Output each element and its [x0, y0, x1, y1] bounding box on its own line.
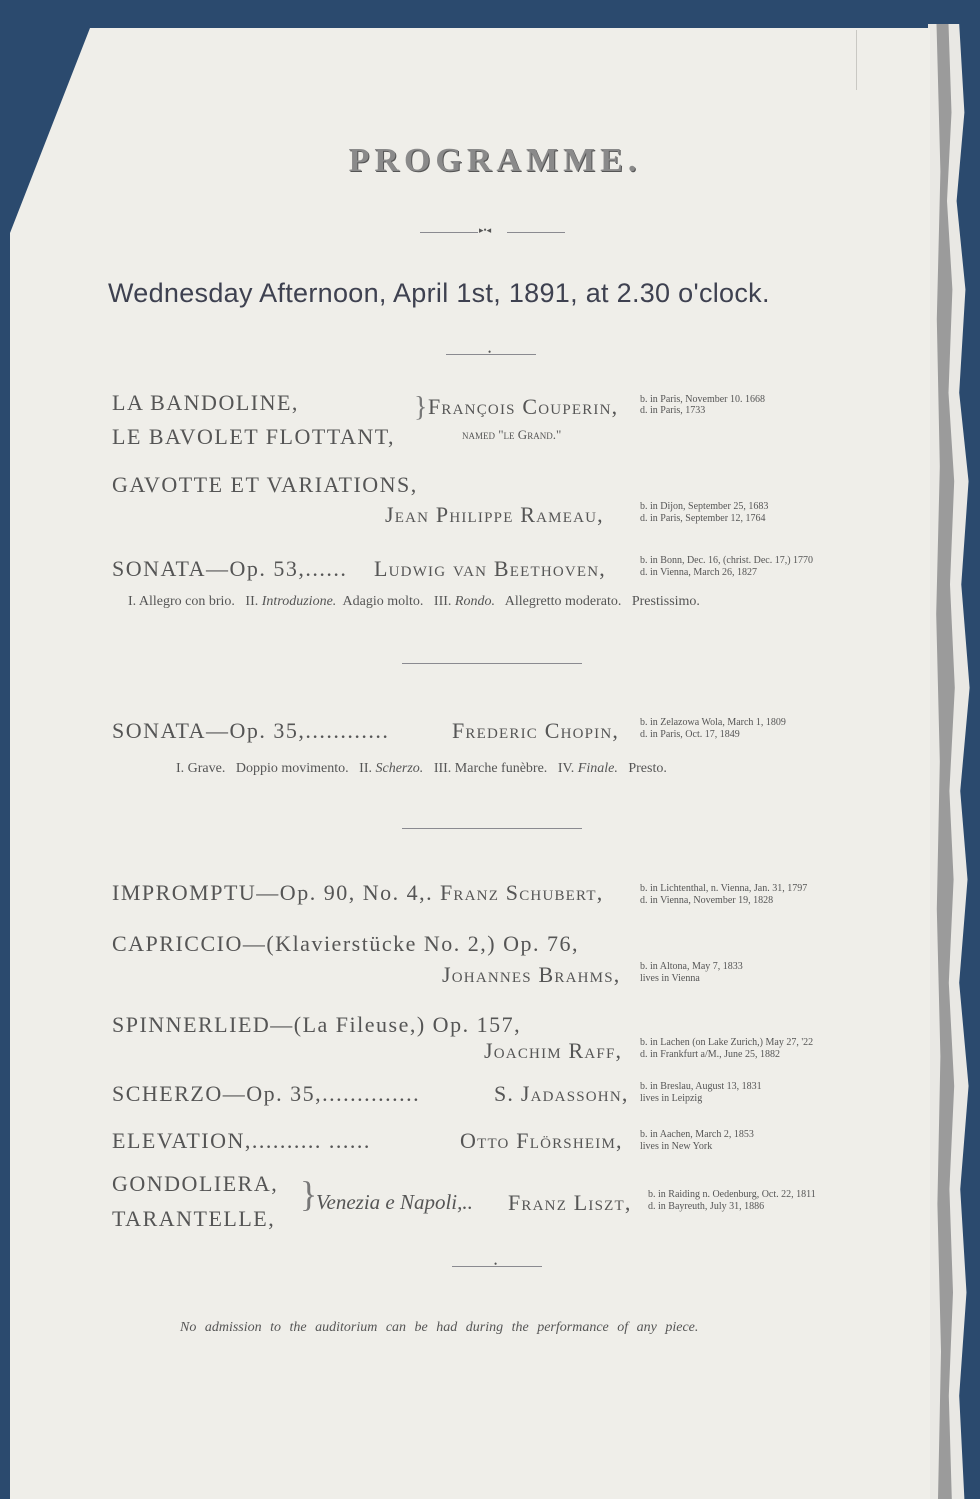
composer-birth: b. in Dijon, September 25, 1683	[640, 501, 769, 512]
piece-title: SPINNERLIED—(La Fileuse,) Op. 157,	[112, 1012, 522, 1037]
composer-name: Franz Liszt,	[508, 1190, 632, 1215]
divider-rule	[507, 232, 565, 233]
composer-name: François Couperin,	[428, 394, 619, 419]
brace-icon: }	[300, 1174, 318, 1214]
movement: Doppio movimento.	[235, 761, 349, 776]
movement: Adagio molto.	[342, 594, 424, 609]
ornament-dot: •	[494, 1259, 498, 1269]
movement: I. Allegro con brio.	[128, 594, 235, 609]
movement: Finale.	[577, 761, 618, 776]
composer-death: d. in Bayreuth, July 31, 1886	[648, 1201, 765, 1212]
divider-rule	[402, 828, 582, 829]
composer-name: Jean Philippe Rameau,	[385, 502, 604, 527]
movement: Prestissimo.	[631, 594, 700, 609]
movement: Scherzo.	[375, 761, 424, 776]
admission-notice: No admission to the auditorium can be had during the performance of any piece.	[180, 1320, 699, 1335]
composer-death: lives in New York	[640, 1141, 713, 1152]
ornament: ▸•◂	[479, 225, 492, 235]
movement: Rondo.	[454, 594, 495, 609]
composer-note: named "le Grand."	[462, 427, 562, 442]
composer-name: Ludwig van Beethoven,	[374, 556, 607, 581]
composer-birth: b. in Zelazowa Wola, March 1, 1809	[640, 717, 786, 728]
piece-title: CAPRICCIO—(Klavierstücke No. 2,) Op. 76,	[112, 931, 579, 956]
piece-title: SONATA—Op. 53,......	[112, 556, 348, 581]
piece-title: GAVOTTE ET VARIATIONS,	[112, 472, 418, 497]
movement: Allegretto moderato.	[504, 594, 622, 609]
movement: I. Grave.	[176, 761, 226, 776]
collection-title: Venezia e Napoli,..	[316, 1190, 473, 1214]
piece-title: LE BAVOLET FLOTTANT,	[112, 424, 396, 449]
composer-birth: b. in Bonn, Dec. 16, (christ. Dec. 17,) 1770	[640, 555, 814, 566]
composer-name: Franz Schubert,	[440, 880, 604, 905]
composer-death: lives in Vienna	[640, 973, 700, 984]
piece-title: SONATA—Op. 35,............	[112, 718, 390, 743]
movement: III. Marche funèbre.	[433, 761, 548, 776]
movements	[176, 761, 667, 777]
piece-title: IMPROMPTU—Op. 90, No. 4,.	[112, 880, 434, 905]
composer-name: Frederic Chopin,	[452, 718, 620, 743]
divider-rule	[420, 232, 478, 233]
fold-line	[856, 30, 857, 90]
movement: II.	[359, 761, 372, 776]
piece-title: TARANTELLE,	[112, 1206, 276, 1231]
composer-death: d. in Vienna, March 26, 1827	[640, 567, 757, 578]
movement: Presto.	[628, 761, 667, 776]
composer-birth: b. in Aachen, March 2, 1853	[640, 1129, 754, 1140]
torn-edge-background	[928, 24, 980, 1499]
divider-rule	[402, 663, 582, 664]
composer-name: S. Jadassohn,	[494, 1081, 629, 1106]
ornament-dot: •	[488, 347, 492, 357]
composer-birth: b. in Lichtenthal, n. Vienna, Jan. 31, 1797	[640, 883, 808, 894]
composer-name: Johannes Brahms,	[442, 962, 621, 987]
movement: II.	[245, 594, 259, 609]
composer-birth: b. in Raiding n. Oedenburg, Oct. 22, 1811	[648, 1189, 816, 1200]
piece-title: ELEVATION,.......... ......	[112, 1128, 371, 1153]
piece-title: LA BANDOLINE,	[112, 390, 299, 415]
composer-death: d. in Paris, September 12, 1764	[640, 513, 766, 524]
performance-date: Wednesday Afternoon, April 1st, 1891, at 2.30 o'clock.	[108, 278, 770, 308]
page-title: PROGRAMME.	[348, 142, 642, 179]
composer-name: Otto Flörsheim,	[460, 1128, 623, 1153]
composer-birth: b. in Breslau, August 13, 1831	[640, 1081, 762, 1092]
composer-death: d. in Vienna, November 19, 1828	[640, 895, 774, 906]
movements	[128, 594, 700, 610]
composer-birth: b. in Paris, November 10. 1668	[640, 394, 765, 405]
composer-death: d. in Paris, Oct. 17, 1849	[640, 729, 740, 740]
movement: III.	[433, 594, 452, 609]
composer-name: Joachim Raff,	[484, 1038, 623, 1063]
piece-title: GONDOLIERA,	[112, 1171, 279, 1196]
piece-title: SCHERZO—Op. 35,..............	[112, 1081, 421, 1106]
brace-icon: }	[414, 392, 428, 423]
movement: IV.	[557, 761, 575, 776]
composer-death: d. in Paris, 1733	[640, 405, 706, 416]
composer-birth: b. in Altona, May 7, 1833	[640, 961, 743, 972]
movement: Introduzione.	[261, 594, 337, 609]
composer-birth: b. in Lachen (on Lake Zurich,) May 27, '22	[640, 1037, 814, 1048]
composer-death: d. in Frankfurt a/M., June 25, 1882	[640, 1049, 780, 1060]
composer-death: lives in Leipzig	[640, 1093, 703, 1104]
